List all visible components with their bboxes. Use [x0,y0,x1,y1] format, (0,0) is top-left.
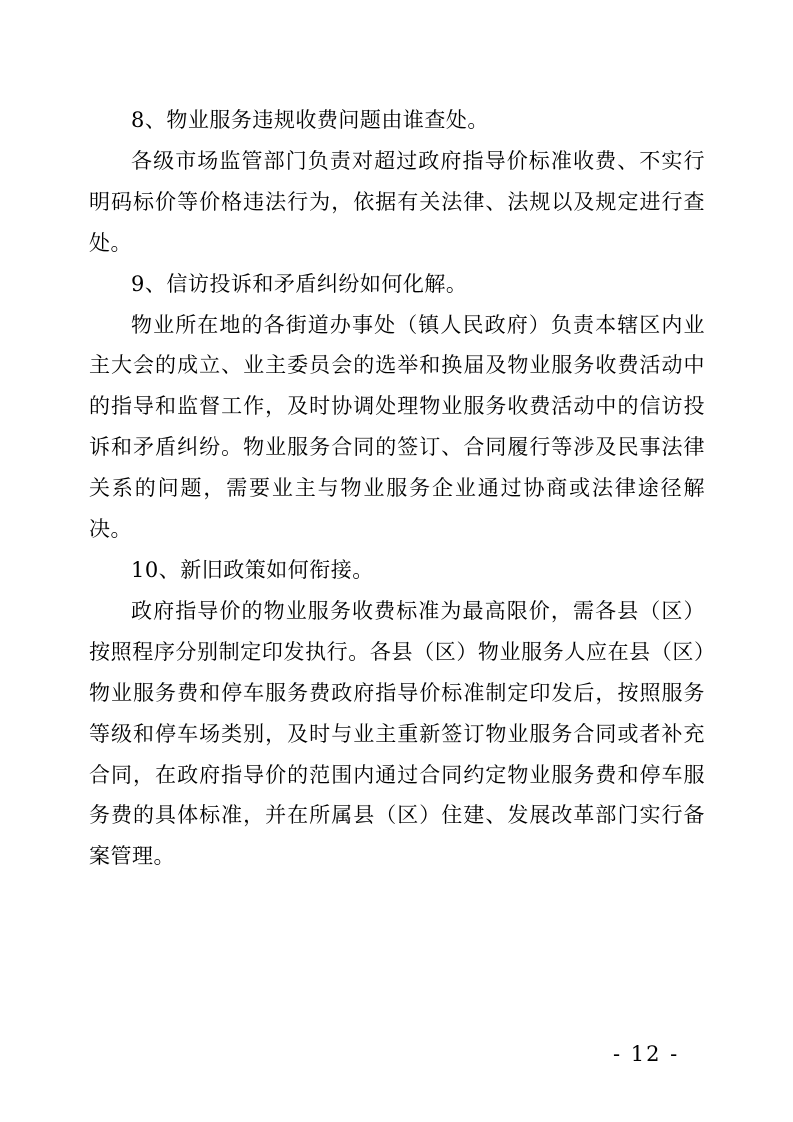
section-heading-9: 9、信访投诉和矛盾纠纷如何化解。 [131,271,468,296]
document-body [89,100,705,877]
section-body-9: 物业所在地的各街道办事处（镇人民政府）负责本辖区内业主大会的成立、业主委员会的选举和换届及物业服务收费活动中的指导和监督工作，及时协调处理物业服务收费活动中的信访投诉和矛盾纠纷。物业服务合同的签订、合同履行等涉及民事法律关系的问题，需要业主与物业服务企业通过协商或法律途径解决。 [89,312,705,542]
section-body-8: 各级市场监管部门负责对超过政府指导价标准收费、不实行明码标价等价格违法行为，依据有关法律、法规以及规定进行查处。 [89,148,705,255]
section-heading-10: 10、新旧政策如何衔接。 [131,557,374,582]
section-body-10: 政府指导价的物业服务收费标准为最高限价，需各县（区）按照程序分别制定印发执行。各县（区）物业服务人应在县（区）物业服务费和停车服务费政府指导价标准制定印发后，按照服务等级和停车场类别，及时与业主重新签订物业服务合同或者补充合同，在政府指导价的范围内通过合同约定物业服务费和停车服务费的具体标准，并在所属县（区）住建、发展改革部门实行备案管理。 [89,598,705,869]
section-heading-8: 8、物业服务违规收费问题由谁查处。 [131,108,489,132]
page-number: - 12 - [613,1042,680,1066]
